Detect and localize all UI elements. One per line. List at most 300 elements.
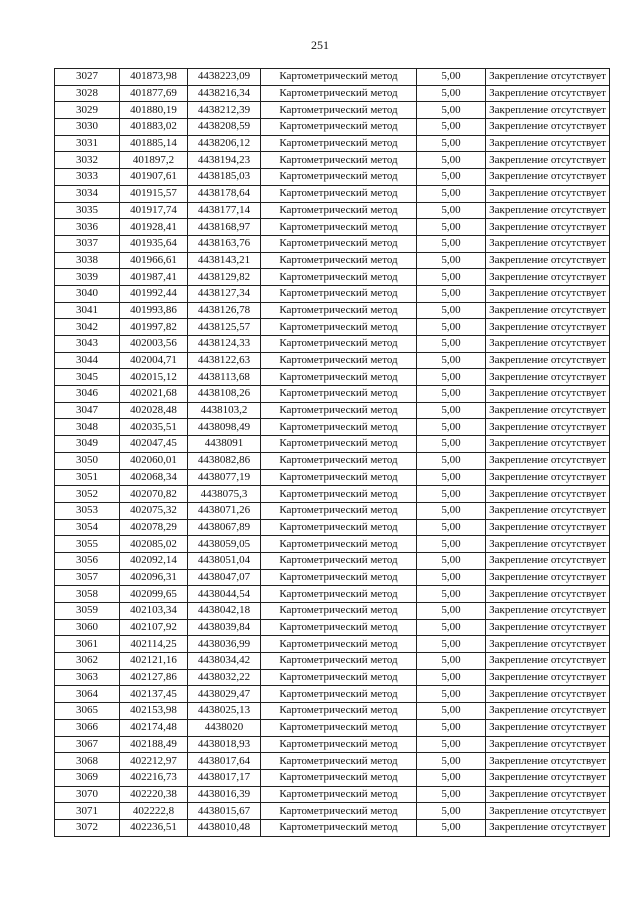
accuracy-cell: 5,00 (417, 152, 486, 169)
x-coordinate-cell: 402003,56 (120, 336, 188, 353)
point-number-cell: 3041 (55, 302, 120, 319)
x-coordinate-cell: 401880,19 (120, 102, 188, 119)
point-number-cell: 3039 (55, 269, 120, 286)
method-cell: Картометрический метод (261, 603, 417, 620)
y-coordinate-cell: 4438018,93 (188, 736, 261, 753)
y-coordinate-cell: 4438039,84 (188, 619, 261, 636)
accuracy-cell: 5,00 (417, 302, 486, 319)
method-cell: Картометрический метод (261, 419, 417, 436)
method-cell: Картометрический метод (261, 586, 417, 603)
table-row (55, 386, 610, 403)
method-cell: Картометрический метод (261, 185, 417, 202)
fixation-cell: Закрепление отсутствует (486, 519, 610, 536)
point-number-cell: 3070 (55, 786, 120, 803)
point-number-cell: 3062 (55, 653, 120, 670)
y-coordinate-cell: 4438223,09 (188, 69, 261, 86)
table-row (55, 536, 610, 553)
y-coordinate-cell: 4438122,63 (188, 352, 261, 369)
table-row (55, 285, 610, 302)
accuracy-cell: 5,00 (417, 736, 486, 753)
point-number-cell: 3063 (55, 669, 120, 686)
y-coordinate-cell: 4438208,59 (188, 119, 261, 136)
method-cell: Картометрический метод (261, 502, 417, 519)
table-row (55, 586, 610, 603)
x-coordinate-cell: 401992,44 (120, 285, 188, 302)
point-number-cell: 3027 (55, 69, 120, 86)
point-number-cell: 3050 (55, 452, 120, 469)
method-cell: Картометрический метод (261, 719, 417, 736)
fixation-cell: Закрепление отсутствует (486, 402, 610, 419)
method-cell: Картометрический метод (261, 703, 417, 720)
method-cell: Картометрический метод (261, 302, 417, 319)
accuracy-cell: 5,00 (417, 402, 486, 419)
x-coordinate-cell: 401993,86 (120, 302, 188, 319)
method-cell: Картометрический метод (261, 469, 417, 486)
table-row (55, 636, 610, 653)
point-number-cell: 3035 (55, 202, 120, 219)
x-coordinate-cell: 401883,02 (120, 119, 188, 136)
accuracy-cell: 5,00 (417, 786, 486, 803)
x-coordinate-cell: 402103,34 (120, 603, 188, 620)
point-number-cell: 3069 (55, 769, 120, 786)
point-number-cell: 3048 (55, 419, 120, 436)
method-cell: Картометрический метод (261, 653, 417, 670)
table-row (55, 502, 610, 519)
point-number-cell: 3055 (55, 536, 120, 553)
table-row (55, 319, 610, 336)
accuracy-cell: 5,00 (417, 719, 486, 736)
x-coordinate-cell: 402107,92 (120, 619, 188, 636)
x-coordinate-cell: 402047,45 (120, 436, 188, 453)
fixation-cell: Закрепление отсутствует (486, 436, 610, 453)
accuracy-cell: 5,00 (417, 552, 486, 569)
method-cell: Картометрический метод (261, 235, 417, 252)
fixation-cell: Закрепление отсутствует (486, 119, 610, 136)
y-coordinate-cell: 4438143,21 (188, 252, 261, 269)
table-row (55, 769, 610, 786)
y-coordinate-cell: 4438016,39 (188, 786, 261, 803)
y-coordinate-cell: 4438178,64 (188, 185, 261, 202)
fixation-cell: Закрепление отсутствует (486, 202, 610, 219)
fixation-cell: Закрепление отсутствует (486, 736, 610, 753)
point-number-cell: 3061 (55, 636, 120, 653)
y-coordinate-cell: 4438075,3 (188, 486, 261, 503)
table-row (55, 569, 610, 586)
fixation-cell: Закрепление отсутствует (486, 786, 610, 803)
accuracy-cell: 5,00 (417, 452, 486, 469)
fixation-cell: Закрепление отсутствует (486, 486, 610, 503)
accuracy-cell: 5,00 (417, 69, 486, 86)
method-cell: Картометрический метод (261, 336, 417, 353)
x-coordinate-cell: 401928,41 (120, 219, 188, 236)
x-coordinate-cell: 402092,14 (120, 552, 188, 569)
table-row (55, 152, 610, 169)
accuracy-cell: 5,00 (417, 436, 486, 453)
table-row (55, 619, 610, 636)
accuracy-cell: 5,00 (417, 386, 486, 403)
accuracy-cell: 5,00 (417, 269, 486, 286)
accuracy-cell: 5,00 (417, 703, 486, 720)
accuracy-cell: 5,00 (417, 102, 486, 119)
point-number-cell: 3045 (55, 369, 120, 386)
accuracy-cell: 5,00 (417, 469, 486, 486)
coordinates-table (54, 68, 610, 837)
fixation-cell: Закрепление отсутствует (486, 603, 610, 620)
point-number-cell: 3043 (55, 336, 120, 353)
method-cell: Картометрический метод (261, 753, 417, 770)
accuracy-cell: 5,00 (417, 502, 486, 519)
table-row (55, 753, 610, 770)
accuracy-cell: 5,00 (417, 119, 486, 136)
fixation-cell: Закрепление отсутствует (486, 152, 610, 169)
method-cell: Картометрический метод (261, 786, 417, 803)
accuracy-cell: 5,00 (417, 636, 486, 653)
y-coordinate-cell: 4438124,33 (188, 336, 261, 353)
y-coordinate-cell: 4438163,76 (188, 235, 261, 252)
x-coordinate-cell: 402114,25 (120, 636, 188, 653)
x-coordinate-cell: 402153,98 (120, 703, 188, 720)
table-row (55, 402, 610, 419)
accuracy-cell: 5,00 (417, 536, 486, 553)
accuracy-cell: 5,00 (417, 519, 486, 536)
accuracy-cell: 5,00 (417, 586, 486, 603)
method-cell: Картометрический метод (261, 402, 417, 419)
accuracy-cell: 5,00 (417, 803, 486, 820)
x-coordinate-cell: 402078,29 (120, 519, 188, 536)
method-cell: Картометрический метод (261, 819, 417, 836)
method-cell: Картометрический метод (261, 452, 417, 469)
y-coordinate-cell: 4438082,86 (188, 452, 261, 469)
x-coordinate-cell: 402028,48 (120, 402, 188, 419)
x-coordinate-cell: 401966,61 (120, 252, 188, 269)
accuracy-cell: 5,00 (417, 486, 486, 503)
y-coordinate-cell: 4438168,97 (188, 219, 261, 236)
accuracy-cell: 5,00 (417, 336, 486, 353)
y-coordinate-cell: 4438108,26 (188, 386, 261, 403)
table-row (55, 653, 610, 670)
point-number-cell: 3038 (55, 252, 120, 269)
y-coordinate-cell: 4438194,23 (188, 152, 261, 169)
accuracy-cell: 5,00 (417, 285, 486, 302)
x-coordinate-cell: 402035,51 (120, 419, 188, 436)
method-cell: Картометрический метод (261, 135, 417, 152)
table-row (55, 202, 610, 219)
x-coordinate-cell: 402216,73 (120, 769, 188, 786)
table-row (55, 686, 610, 703)
y-coordinate-cell: 4438032,22 (188, 669, 261, 686)
table-row (55, 703, 610, 720)
point-number-cell: 3067 (55, 736, 120, 753)
x-coordinate-cell: 402222,8 (120, 803, 188, 820)
x-coordinate-cell: 402075,32 (120, 502, 188, 519)
accuracy-cell: 5,00 (417, 419, 486, 436)
fixation-cell: Закрепление отсутствует (486, 719, 610, 736)
x-coordinate-cell: 402021,68 (120, 386, 188, 403)
fixation-cell: Закрепление отсутствует (486, 769, 610, 786)
x-coordinate-cell: 402220,38 (120, 786, 188, 803)
point-number-cell: 3040 (55, 285, 120, 302)
y-coordinate-cell: 4438113,68 (188, 369, 261, 386)
table-row (55, 669, 610, 686)
table-row (55, 552, 610, 569)
x-coordinate-cell: 402236,51 (120, 819, 188, 836)
accuracy-cell: 5,00 (417, 319, 486, 336)
y-coordinate-cell: 4438216,34 (188, 85, 261, 102)
method-cell: Картометрический метод (261, 69, 417, 86)
fixation-cell: Закрепление отсутствует (486, 653, 610, 670)
fixation-cell: Закрепление отсутствует (486, 569, 610, 586)
accuracy-cell: 5,00 (417, 653, 486, 670)
table-row (55, 169, 610, 186)
point-number-cell: 3049 (55, 436, 120, 453)
y-coordinate-cell: 4438044,54 (188, 586, 261, 603)
page-number: 251 (311, 38, 329, 52)
table-row (55, 252, 610, 269)
accuracy-cell: 5,00 (417, 619, 486, 636)
x-coordinate-cell: 401935,64 (120, 235, 188, 252)
point-number-cell: 3029 (55, 102, 120, 119)
table-row (55, 85, 610, 102)
table-row (55, 135, 610, 152)
method-cell: Картометрический метод (261, 119, 417, 136)
point-number-cell: 3054 (55, 519, 120, 536)
table-row (55, 69, 610, 86)
table-row (55, 436, 610, 453)
fixation-cell: Закрепление отсутствует (486, 85, 610, 102)
table-row (55, 302, 610, 319)
coordinates-table-body (55, 69, 610, 837)
fixation-cell: Закрепление отсутствует (486, 552, 610, 569)
point-number-cell: 3057 (55, 569, 120, 586)
x-coordinate-cell: 402188,49 (120, 736, 188, 753)
accuracy-cell: 5,00 (417, 819, 486, 836)
x-coordinate-cell: 402127,86 (120, 669, 188, 686)
method-cell: Картометрический метод (261, 736, 417, 753)
accuracy-cell: 5,00 (417, 219, 486, 236)
point-number-cell: 3064 (55, 686, 120, 703)
point-number-cell: 3033 (55, 169, 120, 186)
table-row (55, 452, 610, 469)
x-coordinate-cell: 402085,02 (120, 536, 188, 553)
fixation-cell: Закрепление отсутствует (486, 819, 610, 836)
point-number-cell: 3068 (55, 753, 120, 770)
fixation-cell: Закрепление отсутствует (486, 803, 610, 820)
method-cell: Картометрический метод (261, 519, 417, 536)
table-row (55, 235, 610, 252)
method-cell: Картометрический метод (261, 669, 417, 686)
fixation-cell: Закрепление отсутствует (486, 235, 610, 252)
accuracy-cell: 5,00 (417, 769, 486, 786)
method-cell: Картометрический метод (261, 219, 417, 236)
table-row (55, 736, 610, 753)
fixation-cell: Закрепление отсутствует (486, 636, 610, 653)
accuracy-cell: 5,00 (417, 569, 486, 586)
fixation-cell: Закрепление отсутствует (486, 302, 610, 319)
fixation-cell: Закрепление отсутствует (486, 536, 610, 553)
point-number-cell: 3034 (55, 185, 120, 202)
accuracy-cell: 5,00 (417, 202, 486, 219)
y-coordinate-cell: 4438042,18 (188, 603, 261, 620)
x-coordinate-cell: 401897,2 (120, 152, 188, 169)
method-cell: Картометрический метод (261, 386, 417, 403)
method-cell: Картометрический метод (261, 536, 417, 553)
y-coordinate-cell: 4438126,78 (188, 302, 261, 319)
point-number-cell: 3047 (55, 402, 120, 419)
table-row (55, 119, 610, 136)
fixation-cell: Закрепление отсутствует (486, 669, 610, 686)
y-coordinate-cell: 4438098,49 (188, 419, 261, 436)
fixation-cell: Закрепление отсутствует (486, 619, 610, 636)
x-coordinate-cell: 402137,45 (120, 686, 188, 703)
point-number-cell: 3044 (55, 352, 120, 369)
y-coordinate-cell: 4438067,89 (188, 519, 261, 536)
x-coordinate-cell: 402004,71 (120, 352, 188, 369)
x-coordinate-cell: 401915,57 (120, 185, 188, 202)
x-coordinate-cell: 401877,69 (120, 85, 188, 102)
accuracy-cell: 5,00 (417, 369, 486, 386)
accuracy-cell: 5,00 (417, 169, 486, 186)
x-coordinate-cell: 401907,61 (120, 169, 188, 186)
method-cell: Картометрический метод (261, 803, 417, 820)
x-coordinate-cell: 402096,31 (120, 569, 188, 586)
fixation-cell: Закрепление отсутствует (486, 135, 610, 152)
point-number-cell: 3051 (55, 469, 120, 486)
accuracy-cell: 5,00 (417, 669, 486, 686)
method-cell: Картометрический метод (261, 369, 417, 386)
y-coordinate-cell: 4438091 (188, 436, 261, 453)
accuracy-cell: 5,00 (417, 686, 486, 703)
y-coordinate-cell: 4438125,57 (188, 319, 261, 336)
accuracy-cell: 5,00 (417, 352, 486, 369)
fixation-cell: Закрепление отсутствует (486, 269, 610, 286)
table-row (55, 102, 610, 119)
table-row (55, 219, 610, 236)
fixation-cell: Закрепление отсутствует (486, 352, 610, 369)
fixation-cell: Закрепление отсутствует (486, 285, 610, 302)
accuracy-cell: 5,00 (417, 252, 486, 269)
y-coordinate-cell: 4438036,99 (188, 636, 261, 653)
table-row (55, 336, 610, 353)
table-row (55, 819, 610, 836)
method-cell: Картометрический метод (261, 102, 417, 119)
x-coordinate-cell: 402212,97 (120, 753, 188, 770)
method-cell: Картометрический метод (261, 569, 417, 586)
table-row (55, 419, 610, 436)
x-coordinate-cell: 402060,01 (120, 452, 188, 469)
point-number-cell: 3071 (55, 803, 120, 820)
y-coordinate-cell: 4438017,64 (188, 753, 261, 770)
fixation-cell: Закрепление отсутствует (486, 319, 610, 336)
point-number-cell: 3036 (55, 219, 120, 236)
table-row (55, 803, 610, 820)
y-coordinate-cell: 4438034,42 (188, 653, 261, 670)
accuracy-cell: 5,00 (417, 753, 486, 770)
method-cell: Картометрический метод (261, 85, 417, 102)
y-coordinate-cell: 4438017,17 (188, 769, 261, 786)
fixation-cell: Закрепление отсутствует (486, 336, 610, 353)
x-coordinate-cell: 402015,12 (120, 369, 188, 386)
x-coordinate-cell: 402068,34 (120, 469, 188, 486)
point-number-cell: 3028 (55, 85, 120, 102)
method-cell: Картометрический метод (261, 252, 417, 269)
fixation-cell: Закрепление отсутствует (486, 452, 610, 469)
y-coordinate-cell: 4438129,82 (188, 269, 261, 286)
point-number-cell: 3060 (55, 619, 120, 636)
table-row (55, 719, 610, 736)
x-coordinate-cell: 402174,48 (120, 719, 188, 736)
method-cell: Картометрический метод (261, 169, 417, 186)
y-coordinate-cell: 4438212,39 (188, 102, 261, 119)
y-coordinate-cell: 4438185,03 (188, 169, 261, 186)
table-row (55, 185, 610, 202)
method-cell: Картометрический метод (261, 319, 417, 336)
table-row (55, 269, 610, 286)
y-coordinate-cell: 4438206,12 (188, 135, 261, 152)
y-coordinate-cell: 4438077,19 (188, 469, 261, 486)
x-coordinate-cell: 401917,74 (120, 202, 188, 219)
accuracy-cell: 5,00 (417, 85, 486, 102)
accuracy-cell: 5,00 (417, 235, 486, 252)
method-cell: Картометрический метод (261, 686, 417, 703)
method-cell: Картометрический метод (261, 436, 417, 453)
y-coordinate-cell: 4438103,2 (188, 402, 261, 419)
method-cell: Картометрический метод (261, 769, 417, 786)
fixation-cell: Закрепление отсутствует (486, 169, 610, 186)
y-coordinate-cell: 4438020 (188, 719, 261, 736)
point-number-cell: 3037 (55, 235, 120, 252)
fixation-cell: Закрепление отсутствует (486, 252, 610, 269)
x-coordinate-cell: 401885,14 (120, 135, 188, 152)
fixation-cell: Закрепление отсутствует (486, 185, 610, 202)
y-coordinate-cell: 4438025,13 (188, 703, 261, 720)
x-coordinate-cell: 402070,82 (120, 486, 188, 503)
method-cell: Картометрический метод (261, 486, 417, 503)
fixation-cell: Закрепление отсутствует (486, 102, 610, 119)
fixation-cell: Закрепление отсутствует (486, 502, 610, 519)
accuracy-cell: 5,00 (417, 185, 486, 202)
method-cell: Картометрический метод (261, 269, 417, 286)
point-number-cell: 3032 (55, 152, 120, 169)
y-coordinate-cell: 4438177,14 (188, 202, 261, 219)
method-cell: Картометрический метод (261, 636, 417, 653)
fixation-cell: Закрепление отсутствует (486, 586, 610, 603)
fixation-cell: Закрепление отсутствует (486, 469, 610, 486)
point-number-cell: 3058 (55, 586, 120, 603)
x-coordinate-cell: 402099,65 (120, 586, 188, 603)
fixation-cell: Закрепление отсутствует (486, 369, 610, 386)
accuracy-cell: 5,00 (417, 135, 486, 152)
y-coordinate-cell: 4438071,26 (188, 502, 261, 519)
point-number-cell: 3056 (55, 552, 120, 569)
table-row (55, 486, 610, 503)
point-number-cell: 3042 (55, 319, 120, 336)
y-coordinate-cell: 4438059,05 (188, 536, 261, 553)
table-row (55, 519, 610, 536)
table-row (55, 369, 610, 386)
table-row (55, 352, 610, 369)
fixation-cell: Закрепление отсутствует (486, 686, 610, 703)
point-number-cell: 3052 (55, 486, 120, 503)
y-coordinate-cell: 4438047,07 (188, 569, 261, 586)
x-coordinate-cell: 402121,16 (120, 653, 188, 670)
point-number-cell: 3072 (55, 819, 120, 836)
method-cell: Картометрический метод (261, 352, 417, 369)
x-coordinate-cell: 401873,98 (120, 69, 188, 86)
y-coordinate-cell: 4438029,47 (188, 686, 261, 703)
point-number-cell: 3065 (55, 703, 120, 720)
fixation-cell: Закрепление отсутствует (486, 753, 610, 770)
fixation-cell: Закрепление отсутствует (486, 703, 610, 720)
